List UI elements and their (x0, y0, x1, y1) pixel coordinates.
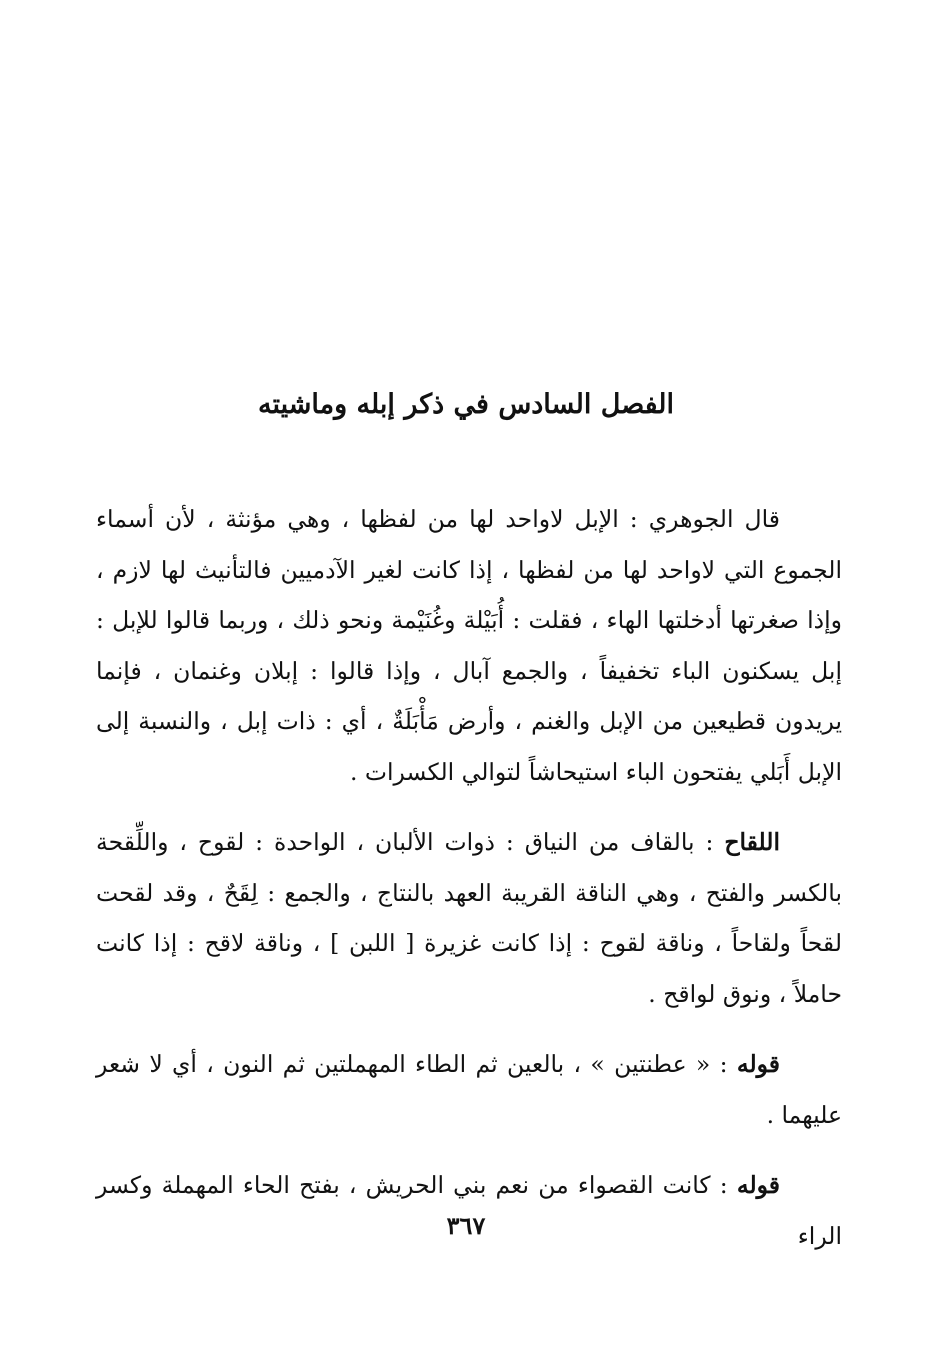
chapter-title: الفصل السادس في ذكر إبله وماشيته (257, 389, 674, 420)
term-heading: اللقاح (724, 828, 780, 856)
page-number: ٣٦٧ (446, 1211, 486, 1240)
paragraph-text: : بالقاف من النياق : ذوات الألبان ، الواحدة : لقوح ، واللِّقحة بالكسر والفتح ، وهي الناقة القريبة العهد بالنتاج ، والجمع : لِقَحٌ ، وقد لقحت لقحاً ولقاحاً ، وناقة لقوح : إذا كانت غزيرة [ اللبن ] ، وناقة لاقح : إذا كانت حاملاً ، ونوق لواقح . (96, 828, 842, 1008)
paragraph-text: قال الجوهري : الإبل لاواحد لها من لفظها ، وهي مؤنثة ، لأن أسماء الجموع التي لاواحد لها من لفظها ، إذا كانت لغير الآدميين فالتأنيث لها لازم ، وإذا صغرتها أدخلتها الهاء ، فقلت : أُبَيْلة وغُنَيْمة ونحو ذلك ، وربما قالوا للإبل : إبل يسكنون الباء تخفيفاً ، والجمع آبال ، وإذا قالوا : إبلان وغنمان ، فإنما يريدون قطيعين من الإبل والغنم ، وأرض مَأْبَلَةٌ ، أي : ذات إبل ، والنسبة إلى الإبل أَبَلي يفتحون الباء استيحاشاً لتوالي الكسرات . (96, 505, 842, 786)
paragraph-text: : كانت القصواء من نعم بني الحريش ، بفتح الحاء المهملة وكسر الراء (96, 1171, 842, 1250)
body-text (96, 494, 842, 1281)
term-heading: قوله (736, 1050, 780, 1078)
paragraph-liqah (96, 817, 842, 1019)
paragraph-text: : « عطنتين » ، بالعين ثم الطاء المهملتين ثم النون ، أي لا شعر عليهما . (96, 1050, 842, 1129)
term-heading: قوله (736, 1171, 780, 1199)
paragraph-jawhari (96, 494, 842, 797)
paragraph-qawluhu-atanatayn (96, 1039, 842, 1140)
